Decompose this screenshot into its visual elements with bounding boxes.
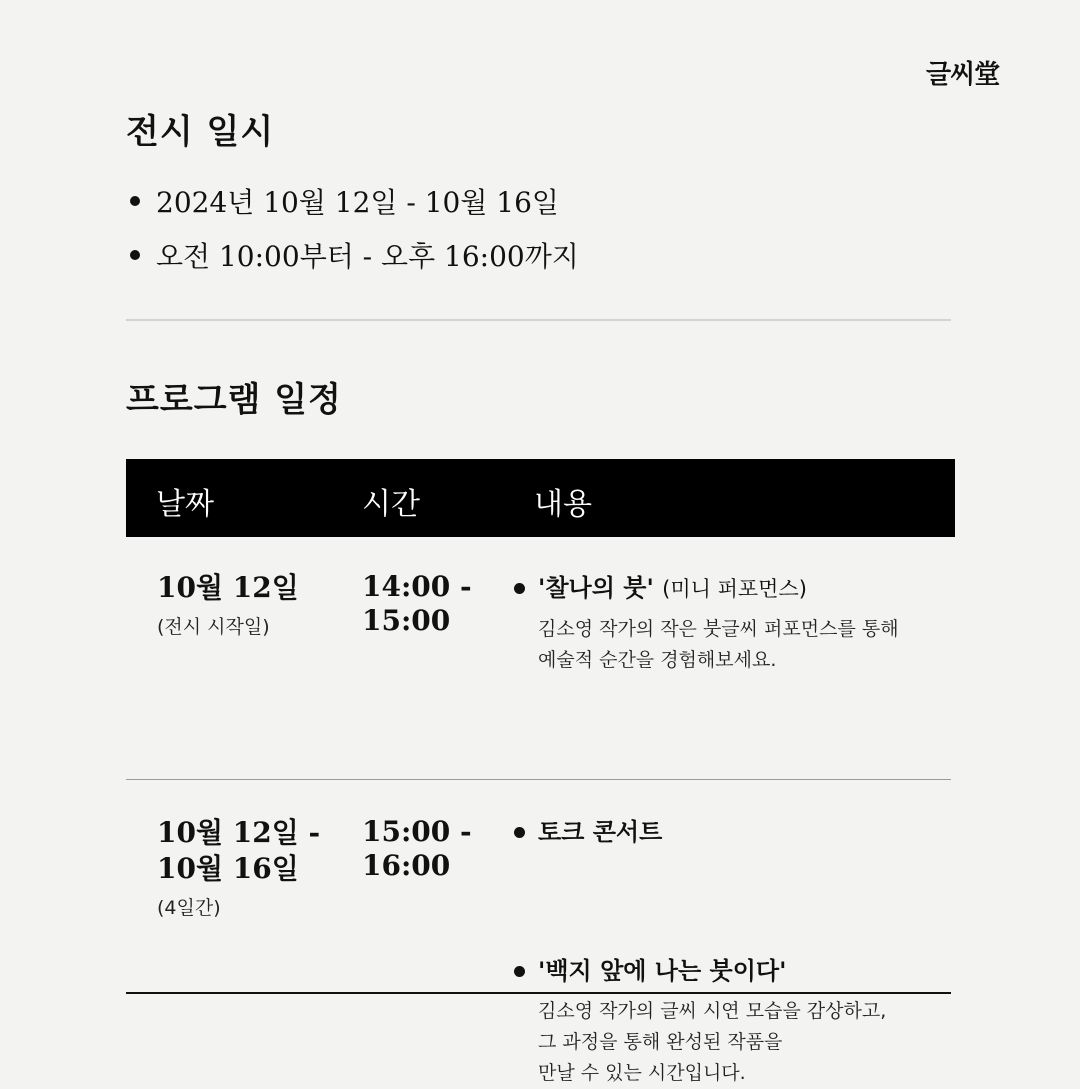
bullet-icon <box>514 583 525 594</box>
table-bottom-rule <box>126 992 951 994</box>
brand-logo: 글씨堂 <box>926 60 1000 90</box>
desc-line: 김소영 작가의 작은 붓글씨 퍼포먼스를 통해 <box>538 618 899 640</box>
schedule-item <box>130 228 579 282</box>
row1-item1-subtitle: (미니 퍼포먼스) <box>662 577 807 601</box>
row2-item1 <box>514 954 1080 1089</box>
row2-date-note: (4일간) <box>157 897 221 919</box>
row1-item2 <box>514 815 1080 849</box>
bullet-icon <box>514 827 525 838</box>
row2-date-start: 10월 12일 - <box>157 816 321 849</box>
schedule-hours-text: 오전 10:00부터 - 오후 16:00까지 <box>156 240 579 273</box>
row1-time-end: 15:00 <box>362 604 451 637</box>
row1-date-cell <box>157 570 299 639</box>
row-divider <box>126 779 951 780</box>
row1-date-note: (전시 시작일) <box>157 616 270 638</box>
row1-item1 <box>514 571 1080 676</box>
row1-time-start: 14:00 - <box>362 570 472 603</box>
bullet-icon <box>130 196 140 206</box>
header-content: 내용 <box>534 487 592 522</box>
row2-date-cell <box>157 815 320 920</box>
section-divider <box>126 319 951 321</box>
row2-item1-title: '백지 앞에 나는 붓이다' <box>538 957 787 985</box>
row1-date: 10월 12일 <box>157 571 299 604</box>
table-header <box>126 459 955 537</box>
row1-item1-title: '찰나의 붓' <box>538 574 654 602</box>
schedule-title: 전시 일시 <box>126 112 275 152</box>
row2-date-end: 10월 16일 <box>157 852 299 885</box>
row1-time-cell <box>362 570 472 638</box>
row1-item1-desc <box>538 614 938 676</box>
header-date: 날짜 <box>156 487 214 522</box>
row2-item1-desc <box>538 996 938 1089</box>
desc-line: 김소영 작가의 글씨 시연 모습을 감상하고, <box>538 1000 887 1022</box>
row2-time-cell <box>362 815 472 883</box>
bullet-icon <box>514 966 525 977</box>
row1-item2-title: 토크 콘서트 <box>538 818 663 846</box>
desc-line: 만날 수 있는 시간입니다. <box>538 1062 746 1084</box>
row2-time-end: 16:00 <box>362 849 451 882</box>
header-time: 시간 <box>362 487 420 522</box>
desc-line: 그 과정을 통해 완성된 작품을 <box>538 1031 783 1053</box>
bullet-icon <box>130 250 140 260</box>
program-title: 프로그램 일정 <box>126 380 342 420</box>
schedule-date-text: 2024년 10월 12일 - 10월 16일 <box>156 186 559 219</box>
desc-line: 예술적 순간을 경험해보세요. <box>538 649 777 671</box>
row2-time-start: 15:00 - <box>362 815 472 848</box>
schedule-item <box>130 174 579 228</box>
schedule-list <box>130 174 579 282</box>
